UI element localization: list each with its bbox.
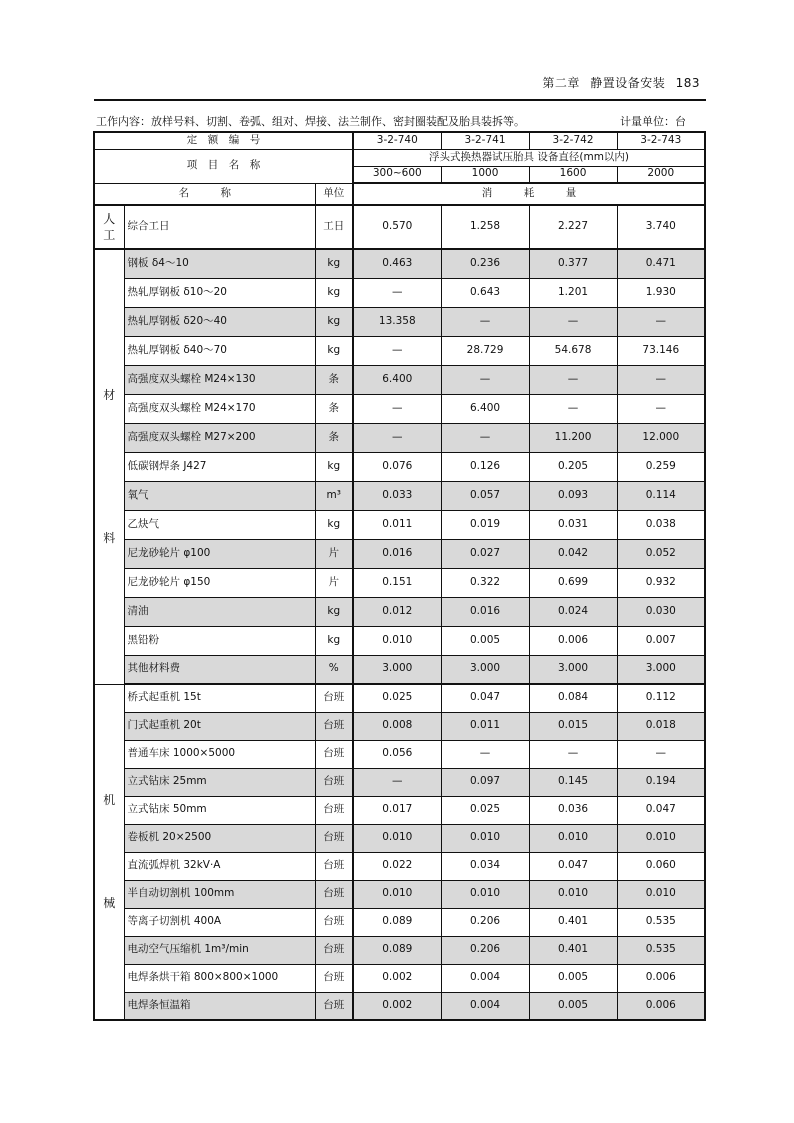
item-unit: 台班 [315, 880, 353, 908]
consumption-value: 0.012 [353, 597, 441, 626]
consumption-value: 0.006 [617, 992, 705, 1020]
item-name: 门式起重机 20t [124, 712, 315, 740]
consumption-value: — [353, 336, 441, 365]
consumption-value: 0.030 [617, 597, 705, 626]
consumption-value: 0.401 [529, 936, 617, 964]
item-unit: 片 [315, 539, 353, 568]
consumption-value: 0.007 [617, 626, 705, 655]
item-unit: 台班 [315, 964, 353, 992]
item-unit: kg [315, 278, 353, 307]
consumption-value: — [617, 394, 705, 423]
consumption-value: 0.056 [353, 740, 441, 768]
item-unit: kg [315, 336, 353, 365]
consumption-value: 1.258 [441, 205, 529, 249]
consumption-value: 0.084 [529, 684, 617, 712]
category-cell [94, 684, 124, 1020]
work-content-line [96, 113, 706, 129]
consumption-value: 0.206 [441, 908, 529, 936]
work-content: 工作内容：放样号料、切割、卷弧、组对、焊接、法兰制作、密封圈装配及胎具装拆等。 [96, 115, 525, 128]
item-unit: 片 [315, 568, 353, 597]
consumption-value: — [353, 768, 441, 796]
item-name: 半自动切割机 100mm [124, 880, 315, 908]
quota-code: 3-2-741 [441, 132, 529, 149]
name-column-header: 名 称 [94, 183, 315, 205]
item-unit: 台班 [315, 936, 353, 964]
consumption-header: 消 耗 量 [353, 183, 705, 205]
consumption-value: 0.036 [529, 796, 617, 824]
consumption-value: — [529, 394, 617, 423]
item-unit: % [315, 655, 353, 684]
consumption-value: 0.052 [617, 539, 705, 568]
item-name: 卷板机 20×2500 [124, 824, 315, 852]
consumption-value: 0.093 [529, 481, 617, 510]
category-label: 材 [103, 387, 116, 402]
consumption-value: 0.005 [529, 992, 617, 1020]
consumption-value: 0.089 [353, 908, 441, 936]
item-name: 热轧厚钢板 δ20～40 [124, 307, 315, 336]
consumption-value: 0.126 [441, 452, 529, 481]
consumption-value: — [353, 423, 441, 452]
consumption-value: 11.200 [529, 423, 617, 452]
consumption-value: 3.000 [529, 655, 617, 684]
table-row [94, 394, 705, 423]
category-label: 人工 [103, 212, 116, 242]
consumption-value: 0.015 [529, 712, 617, 740]
consumption-value: 0.145 [529, 768, 617, 796]
consumption-value: 0.047 [441, 684, 529, 712]
table-row [94, 278, 705, 307]
item-name: 低碳钢焊条 J427 [124, 452, 315, 481]
category-label: 料 [103, 530, 116, 545]
table-row [94, 712, 705, 740]
consumption-value: 73.146 [617, 336, 705, 365]
project-name-label: 项 目 名 称 [94, 149, 353, 183]
consumption-value: 0.535 [617, 908, 705, 936]
table-row [94, 423, 705, 452]
item-name: 桥式起重机 15t [124, 684, 315, 712]
consumption-value: — [441, 740, 529, 768]
item-unit: 条 [315, 394, 353, 423]
category-label: 机 [103, 792, 116, 807]
chapter-label: 第二章 [542, 76, 580, 90]
item-name: 尼龙砂轮片 φ150 [124, 568, 315, 597]
consumption-value: 28.729 [441, 336, 529, 365]
consumption-value: 1.201 [529, 278, 617, 307]
consumption-value: 0.377 [529, 249, 617, 278]
column-header-row [94, 183, 705, 205]
diameter: 1600 [529, 166, 617, 183]
category-label: 械 [103, 895, 116, 910]
consumption-value: 0.034 [441, 852, 529, 880]
consumption-value: 0.570 [353, 205, 441, 249]
consumption-value: 0.151 [353, 568, 441, 597]
consumption-value: 0.076 [353, 452, 441, 481]
table-row [94, 365, 705, 394]
item-unit: kg [315, 452, 353, 481]
table-row [94, 307, 705, 336]
consumption-value: 0.471 [617, 249, 705, 278]
item-unit: 条 [315, 423, 353, 452]
consumption-value: 0.236 [441, 249, 529, 278]
consumption-value: 3.000 [441, 655, 529, 684]
header-rule [94, 99, 706, 101]
consumption-value: 0.057 [441, 481, 529, 510]
table-row [94, 768, 705, 796]
unit-column-header: 单位 [315, 183, 353, 205]
item-unit: kg [315, 597, 353, 626]
table-row [94, 852, 705, 880]
consumption-value: 0.031 [529, 510, 617, 539]
item-unit: 台班 [315, 684, 353, 712]
quota-code: 3-2-740 [353, 132, 441, 149]
consumption-value: 0.060 [617, 852, 705, 880]
consumption-value: 0.027 [441, 539, 529, 568]
item-name: 黑铅粉 [124, 626, 315, 655]
consumption-value: 0.024 [529, 597, 617, 626]
consumption-value: — [617, 740, 705, 768]
table-row [94, 740, 705, 768]
consumption-value: — [617, 307, 705, 336]
item-unit: 台班 [315, 992, 353, 1020]
consumption-value: 0.022 [353, 852, 441, 880]
consumption-value: 0.008 [353, 712, 441, 740]
item-name: 等离子切割机 400A [124, 908, 315, 936]
item-unit: 台班 [315, 740, 353, 768]
consumption-value: 0.463 [353, 249, 441, 278]
table-row [94, 510, 705, 539]
quota-code-label: 定 额 编 号 [94, 132, 353, 149]
consumption-value: — [441, 365, 529, 394]
consumption-value: 13.358 [353, 307, 441, 336]
quota-code-row [94, 132, 705, 149]
table-row [94, 597, 705, 626]
item-unit: 台班 [315, 768, 353, 796]
item-unit: 台班 [315, 852, 353, 880]
consumption-value: 0.019 [441, 510, 529, 539]
item-name: 立式钻床 50mm [124, 796, 315, 824]
item-name: 立式钻床 25mm [124, 768, 315, 796]
consumption-value: 0.042 [529, 539, 617, 568]
consumption-value: 0.006 [617, 964, 705, 992]
consumption-value: 0.010 [353, 880, 441, 908]
consumption-value: 3.000 [353, 655, 441, 684]
consumption-value: 6.400 [441, 394, 529, 423]
consumption-value: 0.006 [529, 626, 617, 655]
item-name: 乙炔气 [124, 510, 315, 539]
consumption-value: 0.322 [441, 568, 529, 597]
consumption-value: 0.206 [441, 936, 529, 964]
diameter: 2000 [617, 166, 705, 183]
consumption-value: 0.535 [617, 936, 705, 964]
item-name: 综合工日 [124, 205, 315, 249]
table-row [94, 539, 705, 568]
consumption-value: 0.932 [617, 568, 705, 597]
consumption-value: 0.010 [617, 824, 705, 852]
table-row [94, 936, 705, 964]
item-unit: 台班 [315, 712, 353, 740]
consumption-value: 0.259 [617, 452, 705, 481]
project-title: 浮头式换热器试压胎具 设备直径(mm以内) [353, 149, 705, 166]
consumption-value: 3.000 [617, 655, 705, 684]
consumption-value: 2.227 [529, 205, 617, 249]
category-cell [94, 205, 124, 249]
item-name: 普通车床 1000×5000 [124, 740, 315, 768]
table-row [94, 908, 705, 936]
consumption-value: 0.018 [617, 712, 705, 740]
item-name: 高强度双头螺栓 M27×200 [124, 423, 315, 452]
consumption-value: — [441, 423, 529, 452]
consumption-value: 0.016 [353, 539, 441, 568]
table-row [94, 992, 705, 1020]
consumption-value: 0.011 [353, 510, 441, 539]
table-row [94, 655, 705, 684]
consumption-value: 0.010 [441, 880, 529, 908]
chapter-title: 静置设备安装 [590, 76, 666, 90]
item-name: 直流弧焊机 32kV·A [124, 852, 315, 880]
consumption-value: 0.047 [529, 852, 617, 880]
consumption-value: 0.643 [441, 278, 529, 307]
consumption-value: 6.400 [353, 365, 441, 394]
table-row [94, 964, 705, 992]
item-unit: kg [315, 510, 353, 539]
consumption-value: 0.016 [441, 597, 529, 626]
item-name: 氧气 [124, 481, 315, 510]
consumption-value: 54.678 [529, 336, 617, 365]
consumption-value: 1.930 [617, 278, 705, 307]
consumption-value: 0.002 [353, 964, 441, 992]
item-unit: 台班 [315, 824, 353, 852]
consumption-value: — [529, 307, 617, 336]
table-row [94, 481, 705, 510]
item-unit: 工日 [315, 205, 353, 249]
item-name: 清油 [124, 597, 315, 626]
consumption-value: — [441, 307, 529, 336]
consumption-value: 0.010 [529, 824, 617, 852]
consumption-value: 3.740 [617, 205, 705, 249]
page-number: 183 [675, 76, 700, 90]
consumption-value: 0.699 [529, 568, 617, 597]
consumption-value: 0.112 [617, 684, 705, 712]
consumption-value: — [529, 740, 617, 768]
table-row [94, 684, 705, 712]
table-row [94, 205, 705, 249]
item-name: 热轧厚钢板 δ40～70 [124, 336, 315, 365]
consumption-value: 0.004 [441, 992, 529, 1020]
consumption-value: 0.017 [353, 796, 441, 824]
table-row [94, 336, 705, 365]
table-row [94, 824, 705, 852]
item-name: 电焊条烘干箱 800×800×1000 [124, 964, 315, 992]
consumption-value: 0.089 [353, 936, 441, 964]
consumption-value: 0.005 [529, 964, 617, 992]
header-text [536, 74, 700, 91]
consumption-value: 0.005 [441, 626, 529, 655]
consumption-value: 0.025 [441, 796, 529, 824]
consumption-value: 0.010 [441, 824, 529, 852]
consumption-value: 0.097 [441, 768, 529, 796]
consumption-value: 0.194 [617, 768, 705, 796]
consumption-value: — [353, 278, 441, 307]
consumption-value: 0.011 [441, 712, 529, 740]
measure-unit: 计量单位：台 [620, 115, 686, 128]
consumption-value: 0.002 [353, 992, 441, 1020]
table-row [94, 249, 705, 278]
consumption-value: 0.033 [353, 481, 441, 510]
item-unit: 条 [315, 365, 353, 394]
item-name: 钢板 δ4～10 [124, 249, 315, 278]
consumption-value: 0.114 [617, 481, 705, 510]
quota-code: 3-2-742 [529, 132, 617, 149]
item-unit: 台班 [315, 796, 353, 824]
consumption-value: 0.010 [353, 824, 441, 852]
table-row [94, 452, 705, 481]
table-row [94, 796, 705, 824]
consumption-value: — [529, 365, 617, 394]
project-title-row [94, 149, 705, 166]
consumption-value: 0.004 [441, 964, 529, 992]
item-name: 高强度双头螺栓 M24×170 [124, 394, 315, 423]
table-row [94, 880, 705, 908]
consumption-value: 0.025 [353, 684, 441, 712]
item-name: 电焊条恒温箱 [124, 992, 315, 1020]
table-row [94, 568, 705, 597]
consumption-value: 12.000 [617, 423, 705, 452]
item-name: 尼龙砂轮片 φ100 [124, 539, 315, 568]
consumption-value: 0.047 [617, 796, 705, 824]
item-unit: kg [315, 307, 353, 336]
quota-table [93, 131, 706, 1021]
consumption-value: 0.010 [353, 626, 441, 655]
category-cell [94, 249, 124, 684]
item-unit: m³ [315, 481, 353, 510]
item-name: 电动空气压缩机 1m³/min [124, 936, 315, 964]
consumption-value: 0.010 [529, 880, 617, 908]
consumption-value: 0.205 [529, 452, 617, 481]
table-row [94, 626, 705, 655]
consumption-value: — [353, 394, 441, 423]
item-unit: 台班 [315, 908, 353, 936]
diameter: 300~600 [353, 166, 441, 183]
quota-code: 3-2-743 [617, 132, 705, 149]
consumption-value: 0.010 [617, 880, 705, 908]
consumption-value: — [617, 365, 705, 394]
page-header [94, 72, 706, 100]
diameter: 1000 [441, 166, 529, 183]
item-unit: kg [315, 249, 353, 278]
item-name: 高强度双头螺栓 M24×130 [124, 365, 315, 394]
consumption-value: 0.401 [529, 908, 617, 936]
consumption-value: 0.038 [617, 510, 705, 539]
item-unit: kg [315, 626, 353, 655]
item-name: 其他材料费 [124, 655, 315, 684]
item-name: 热轧厚钢板 δ10～20 [124, 278, 315, 307]
